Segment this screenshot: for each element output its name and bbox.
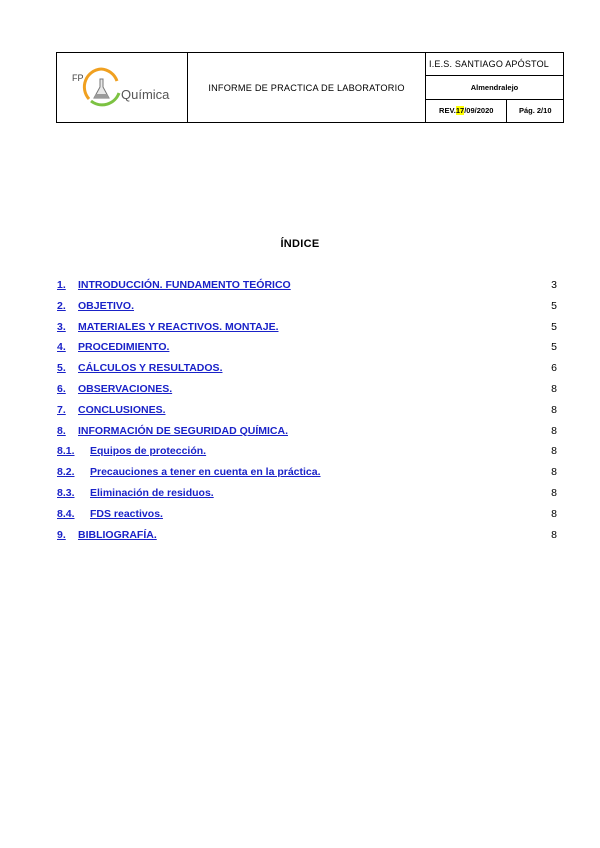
toc-entry-link[interactable]: OBSERVACIONES. xyxy=(78,382,173,395)
toc-entry-page: 8 xyxy=(551,486,557,499)
toc-entry-page: 8 xyxy=(551,528,557,541)
school-name: I.E.S. SANTIAGO APÓSTOL xyxy=(426,53,563,76)
toc-entry-page: 6 xyxy=(551,362,557,375)
page-number: Pág. 2/10 xyxy=(518,106,552,116)
revision-suffix: /09/2020 xyxy=(464,106,494,116)
toc-entry[interactable] xyxy=(57,404,557,425)
toc-entry-link[interactable]: Equipos de protección. xyxy=(90,445,207,458)
toc-entry[interactable] xyxy=(57,300,557,321)
toc-entry-number[interactable]: 8. xyxy=(57,424,66,437)
toc-entry-link[interactable]: MATERIALES Y REACTIVOS. MONTAJE. xyxy=(78,320,279,333)
toc-entry-link[interactable]: Precauciones a tener en cuenta en la práctica. xyxy=(90,466,321,479)
toc-entry-link[interactable]: INTRODUCCIÓN. FUNDAMENTO TEÓRICO xyxy=(78,279,291,291)
toc-entry-page: 8 xyxy=(551,466,557,479)
toc-entry-link[interactable]: CÁLCULOS Y RESULTADOS. xyxy=(78,362,223,375)
toc-entry-number[interactable]: 4. xyxy=(57,341,66,354)
toc-entry-link[interactable]: CONCLUSIONES. xyxy=(78,403,166,416)
toc-entry-number[interactable]: 9. xyxy=(57,528,66,541)
logo-fp-text: FP xyxy=(72,73,84,83)
toc-entry-link[interactable]: FDS reactivos. xyxy=(90,507,163,520)
revision-row xyxy=(426,100,563,122)
revision-date xyxy=(426,100,507,122)
toc-entry[interactable] xyxy=(57,466,557,487)
toc-entry-page: 8 xyxy=(551,507,557,520)
toc-entry-number[interactable]: 8.1. xyxy=(57,445,75,458)
toc-entry[interactable] xyxy=(57,383,557,404)
toc-entry[interactable] xyxy=(57,321,557,342)
toc-entry-link[interactable]: BIBLIOGRAFÍA. xyxy=(78,528,157,541)
revision-prefix: REV. xyxy=(439,106,456,116)
toc-entry[interactable] xyxy=(57,425,557,446)
logo-quimica-text: Química xyxy=(121,87,170,102)
header-info xyxy=(426,53,563,122)
toc-entry-link[interactable]: OBJETIVO. xyxy=(78,299,135,312)
toc-entry-number[interactable]: 3. xyxy=(57,320,66,333)
revision-highlight: 17 xyxy=(455,106,465,116)
toc-entry-page: 5 xyxy=(551,320,557,333)
toc-entry[interactable] xyxy=(57,487,557,508)
toc-entry-page: 3 xyxy=(551,279,557,291)
toc-entry-page: 8 xyxy=(551,445,557,458)
toc-entry-number[interactable]: 2. xyxy=(57,299,66,312)
report-title: INFORME DE PRACTICA DE LABORATORIO xyxy=(188,53,426,122)
toc-entry-page: 5 xyxy=(551,341,557,354)
toc-entry[interactable] xyxy=(57,529,557,550)
document-header xyxy=(56,52,564,123)
toc-entry-number[interactable]: 8.2. xyxy=(57,466,75,479)
logo xyxy=(57,53,188,122)
city-name: Almendralejo xyxy=(426,76,563,99)
toc-entry-number[interactable]: 8.4. xyxy=(57,507,75,520)
toc-entry-number[interactable]: 6. xyxy=(57,382,66,395)
toc-entry[interactable] xyxy=(57,279,557,300)
toc-entry[interactable] xyxy=(57,362,557,383)
toc-entry-number[interactable]: 1. xyxy=(57,279,66,291)
toc-entry-page: 8 xyxy=(551,424,557,437)
toc-entry-page: 8 xyxy=(551,382,557,395)
toc-entry-page: 8 xyxy=(551,403,557,416)
toc-entry-number[interactable]: 5. xyxy=(57,362,66,375)
toc-entry-link[interactable]: INFORMACIÓN DE SEGURIDAD QUÍMICA. xyxy=(78,424,288,437)
toc-entry-number[interactable]: 8.3. xyxy=(57,486,75,499)
toc-entry[interactable] xyxy=(57,445,557,466)
toc-title: ÍNDICE xyxy=(280,238,320,250)
toc-entry-page: 5 xyxy=(551,299,557,312)
table-of-contents xyxy=(57,279,557,549)
toc-entry[interactable] xyxy=(57,341,557,362)
toc-entry-link[interactable]: PROCEDIMIENTO. xyxy=(78,341,170,354)
toc-entry[interactable] xyxy=(57,508,557,529)
toc-entry-link[interactable]: Eliminación de residuos. xyxy=(90,486,214,499)
toc-entry-number[interactable]: 7. xyxy=(57,403,66,416)
